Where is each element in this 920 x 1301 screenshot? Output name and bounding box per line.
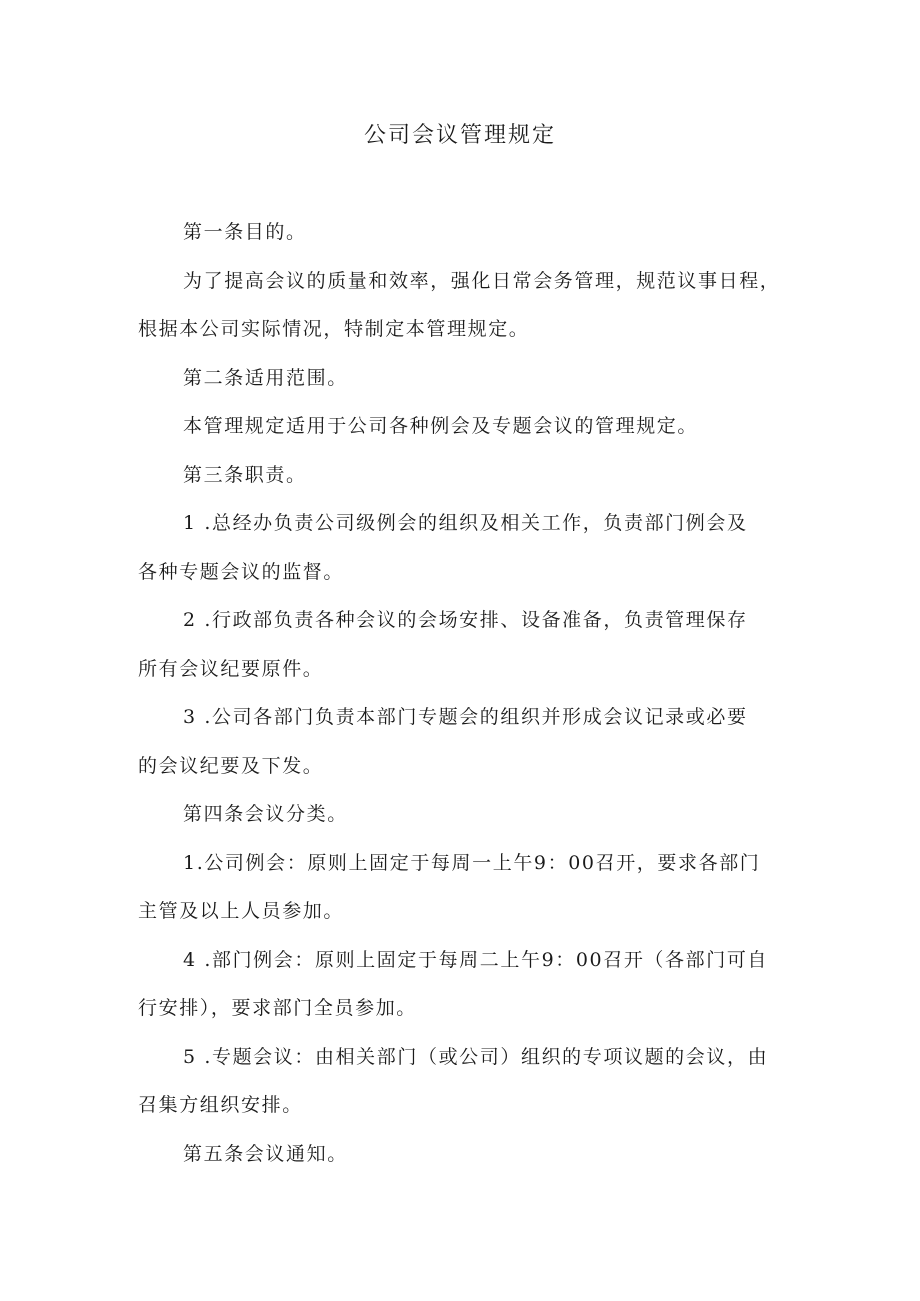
paragraph-text: 5 .专题会议：由相关部门（或公司）组织的专项议题的会议，由	[183, 1045, 769, 1068]
paragraph-continuation: 根据本公司实际情况，特制定本管理规定。	[138, 318, 530, 340]
paragraph-text: 第三条职责。	[183, 463, 307, 486]
paragraph-text: 第一条目的。	[183, 221, 307, 243]
paragraph-continuation: 的会议纪要及下发。	[138, 754, 324, 777]
paragraph-text: 4 .部门例会：原则上固定于每周二上午9：00召开（各部门可自	[183, 948, 769, 971]
paragraph-text: 为了提高会议的质量和效率，强化日常会务管理，规范议事日程，	[183, 269, 781, 292]
paragraph	[138, 936, 803, 1033]
paragraph-text: 1.公司例会：原则上固定于每周一上午9：00召开，要求各部门	[183, 851, 761, 874]
paragraph	[138, 693, 803, 790]
paragraph	[138, 402, 803, 451]
document-title: 公司会议管理规定	[363, 123, 556, 148]
paragraph-text: 1 .总经办负责公司级例会的组织及相关工作，负责部门例会及	[183, 512, 748, 534]
paragraph-text: 2 .行政部负责各种会议的会场安排、设备准备，负责管理保存	[183, 609, 748, 631]
document-body	[138, 208, 803, 1178]
paragraph	[138, 257, 803, 354]
paragraph	[138, 499, 803, 596]
paragraph	[138, 451, 803, 500]
paragraph-text: 3 .公司各部门负责本部门专题会的组织并形成会议记录或必要	[183, 706, 748, 728]
paragraph-continuation: 行安排），要求部门全员参加。	[138, 997, 417, 1019]
paragraph	[138, 1033, 803, 1130]
paragraph	[138, 790, 803, 839]
paragraph	[138, 208, 803, 257]
paragraph-continuation: 各种专题会议的监督。	[138, 560, 345, 583]
paragraph-text: 第四条会议分类。	[183, 803, 348, 825]
paragraph-text: 第二条适用范围。	[183, 366, 348, 389]
paragraph-text: 本管理规定适用于公司各种例会及专题会议的管理规定。	[183, 415, 699, 437]
paragraph-text: 第五条会议通知。	[183, 1142, 348, 1165]
paragraph-continuation: 所有会议纪要原件。	[138, 657, 324, 680]
paragraph-continuation: 召集方组织安排。	[138, 1094, 303, 1116]
paragraph	[138, 354, 803, 403]
paragraph	[138, 596, 803, 693]
paragraph-continuation: 主管及以上人员参加。	[138, 900, 345, 922]
paragraph	[138, 1130, 803, 1179]
paragraph	[138, 839, 803, 936]
